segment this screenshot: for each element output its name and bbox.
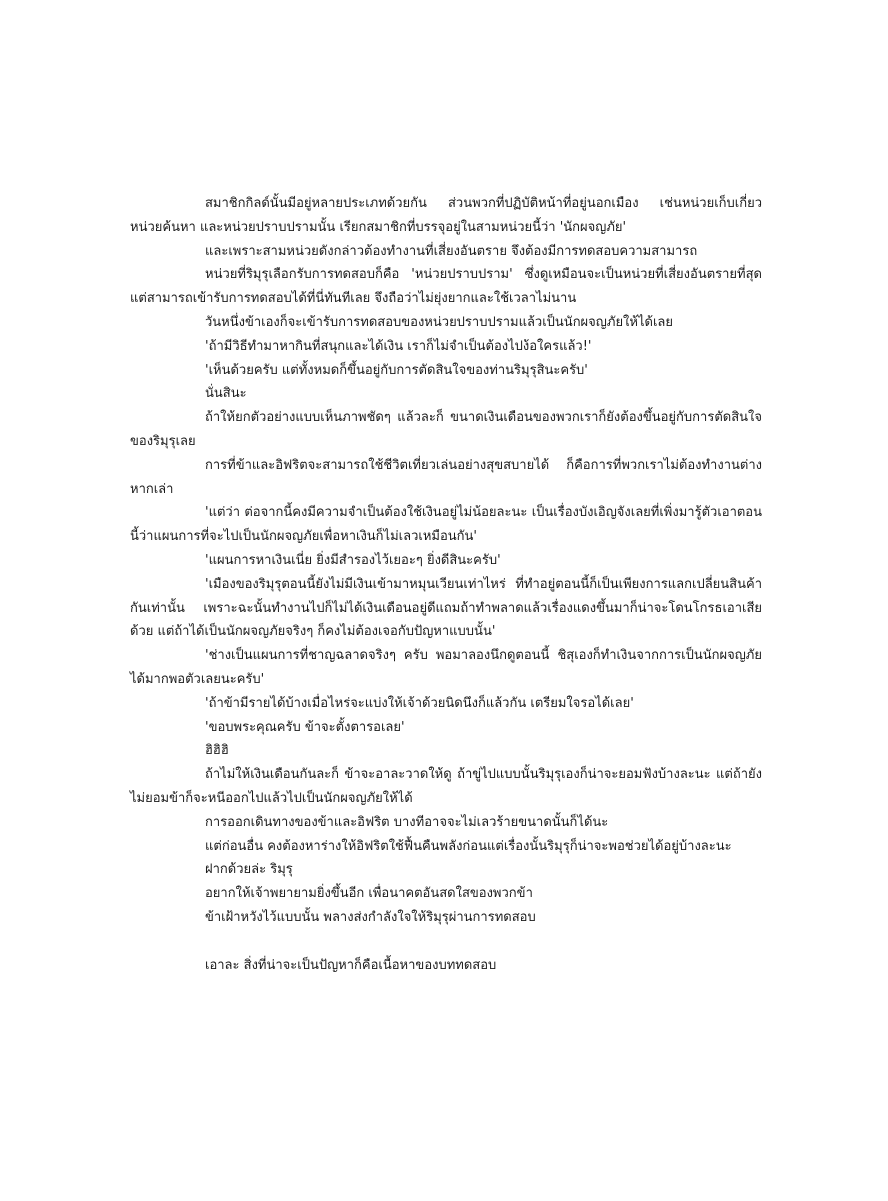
paragraph: ถ้าให้ยกตัวอย่างแบบเห็นภาพชัดๆ แล้วละก็ ขนาดเงินเดือนของพวกเราก็ยังต้องขึ้นอยู่กับการตัดสินใจของริมุรุเลย (130, 410, 762, 449)
paragraph: การที่ข้าและอิฟริตจะสามารถใช้ชีวิตเที่ยวเล่นอย่างสุขสบายได้ ก็คือการที่พวกเราไม่ต้องทำงานต่างหากเล่า (130, 457, 762, 497)
paragraph: 'ถ้ามีวิธีทำมาหากินที่สนุกและได้เงิน เราก็ไม่จำเป็นต้องไปง้อใครแล้ว!' (205, 338, 592, 354)
paragraph: ข้าเฝ้าหวังไว้แบบนั้น พลางส่งกำลังใจให้ริมุรุผ่านการทดสอบ (205, 909, 536, 925)
blank-line (130, 930, 762, 954)
paragraph: ฮิฮิฮิ (205, 743, 229, 759)
paragraph: 'แผนการหาเงินเนี่ย ยิ่งมีสำรองไว้เยอะๆ ยิ่งดีสินะครับ' (205, 552, 501, 568)
paragraph: 'ช่างเป็นแผนการที่ชาญฉลาดจริงๆ ครับ พอมาลองนึกดูตอนนี้ ชิสุเองก็ทำเงินจากการเป็นนักผจญภัยได้มากพอตัวเลยนะครับ' (130, 648, 762, 687)
paragraph: หน่วยที่ริมุรุเลือกรับการทดสอบก็คือ 'หน่วยปราบปราม' ซึ่งดูเหมือนจะเป็นหน่วยที่เสี่ยงอันตรายที่สุด แต่สามารถเข้ารับการทดสอบได้ที่นี่ทันทีเลย จึงถือว่าไม่ยุ่งยากและใช้เวลาไม่นาน (130, 267, 762, 307)
paragraph: นั่นสินะ (205, 386, 247, 402)
paragraph: 'ขอบพระคุณครับ ข้าจะตั้งตารอเลย' (205, 719, 405, 735)
paragraph: แต่ก่อนอื่น คงต้องหาร่างให้อิฟริตใช้ฟื้นคืนพลังก่อนแต่เรื่องนั้นริมุรุก็น่าจะพอช่วยได้อยู่บ้างละนะ (205, 838, 732, 854)
paragraph: เอาละ สิ่งที่น่าจะเป็นปัญหาก็คือเนื้อหาของบททดสอบ (205, 957, 497, 973)
paragraph: สมาชิกกิลด์นั้นมีอยู่หลายประเภทด้วยกัน ส่วนพวกที่ปฏิบัติหน้าที่อยู่นอกเมือง เช่นหน่วยเก็บเกี่ยว หน่วยค้นหา และหน่วยปราบปรามนั้น เรียกสมาชิกที่บรรจุอยู่ในสามหน่วยนี้ว่า 'นักผจญภัย' (130, 196, 762, 235)
paragraph: 'ถ้าข้ามีรายได้บ้างเมื่อไหร่จะแบ่งให้เจ้าด้วยนิดนึงก็แล้วกัน เตรียมใจรอได้เลย' (205, 695, 634, 711)
paragraph: และเพราะสามหน่วยดังกล่าวต้องทำงานที่เสี่ยงอันตราย จึงต้องมีการทดสอบความสามารถ (205, 243, 698, 259)
paragraph: 'เมืองของริมุรุตอนนี้ยังไม่มีเงินเข้ามาหมุนเวียนเท่าไหร่ ที่ทำอยู่ตอนนี้ก็เป็นเพียงการแลกเปลี่ยนสินค้ากันเท่านั้น เพราะฉะนั้นทำงานไปก็ไม่ได้เงินเดือนอยู่ดีแถมถ้าทำพลาดแล้วเรื่องแดงขึ้นมาก็น่าจะโดนโกรธเอาเสียด้วย แต่ถ้าได้เป็นนักผจญภัยจริงๆ ก็คงไม่ต้องเจอกับปัญหาแบบนั้น' (130, 576, 762, 640)
paragraph: 'เห็นด้วยครับ แต่ทั้งหมดก็ขึ้นอยู่กับการตัดสินใจของท่านริมุรุสินะครับ' (205, 362, 588, 378)
paragraph: อยากให้เจ้าพยายามยิ่งขึ้นอีก เพื่อนาคตอันสดใสของพวกข้า (205, 886, 533, 902)
paragraph: 'แต่ว่า ต่อจากนี้คงมีความจำเป็นต้องใช้เงินอยู่ไม่น้อยละนะ เป็นเรื่องบังเอิญจังเลยที่เพิ่งมารู้ตัวเอาตอนนี้ว่าแผนการที่จะไปเป็นนักผจญภัยเพื่อหาเงินก็ไม่เลวเหมือนกัน' (130, 505, 762, 545)
paragraph: ฝากด้วยล่ะ ริมุรุ (205, 862, 293, 878)
paragraph: ถ้าไม่ให้เงินเดือนกันละก็ ข้าจะอาละวาดให้ดู ถ้าขู่ไปแบบนั้นริมุรุเองก็น่าจะยอมฟังบ้างละนะ แต่ถ้ายังไม่ยอมข้าก็จะหนีออกไปแล้วไปเป็นนักผจญภัยให้ได้ (130, 767, 762, 806)
paragraph: การออกเดินทางของข้าและอิฟริต บางทีอาจจะไม่เลวร้ายขนาดนั้นก็ได้นะ (205, 814, 609, 830)
document-body (130, 192, 762, 977)
paragraph: วันหนึ่งข้าเองก็จะเข้ารับการทดสอบของหน่วยปราบปรามแล้วเป็นนักผจญภัยให้ได้เลย (205, 314, 673, 330)
